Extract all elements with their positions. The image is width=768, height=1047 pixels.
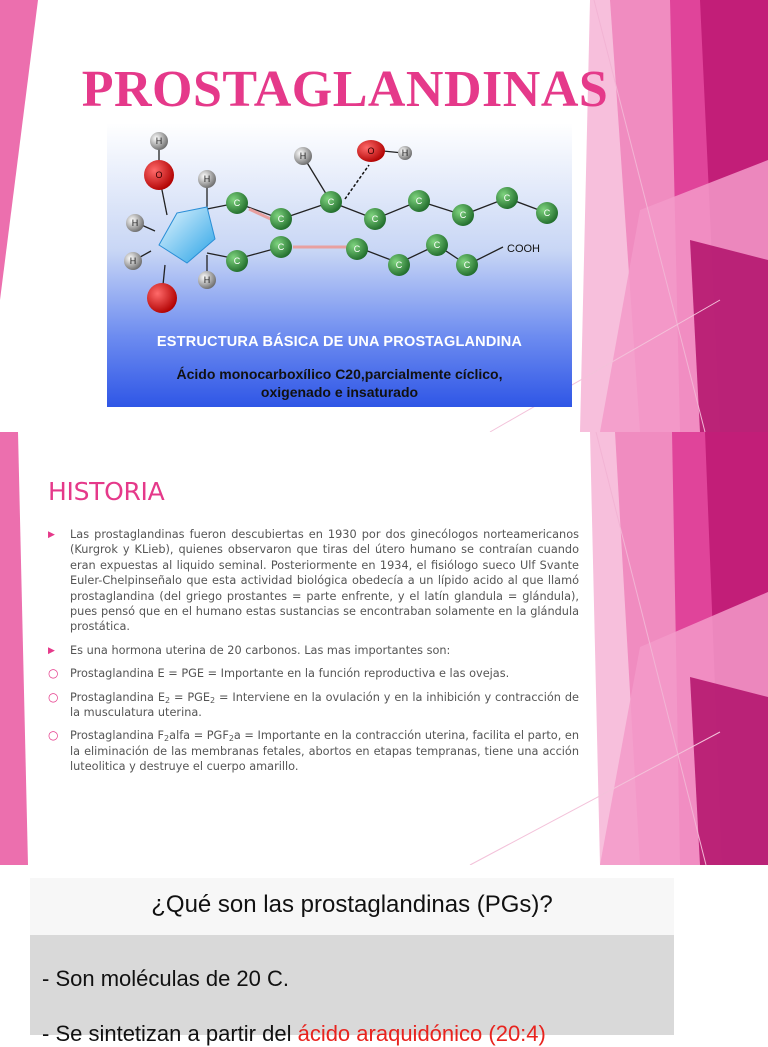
historia-list [48,527,579,783]
prostaglandin-structure-figure [107,123,572,407]
svg-text:H: H [299,151,307,161]
svg-text:C: C [371,214,379,224]
slide-3 [0,865,768,1046]
figure-caption-line1: Ácido monocarboxílico C20,parcialmente cíclico, [176,366,503,382]
svg-text:H: H [129,256,137,266]
list-item [48,527,579,635]
triangle-bullet-icon: ▶ [48,530,55,540]
svg-text:C: C [503,193,511,203]
circle-bullet-icon: ○ [48,689,59,704]
svg-text:C: C [459,210,467,220]
list-item [48,643,579,658]
svg-text:O: O [367,146,375,156]
svg-text:H: H [131,218,139,228]
point-1: - Son moléculas de 20 C. [42,966,290,991]
svg-text:H: H [401,148,409,158]
svg-text:C: C [327,197,335,207]
list-item-text: Prostaglandina E = PGE = Importante en la función reproductiva e las ovejas. [70,667,510,681]
list-item [48,728,579,774]
svg-text:C: C [277,214,285,224]
point-2: - Se sintetizan a partir del ácido araquidónico (20:4) [42,1021,546,1046]
triangle-bullet-icon: ▶ [48,645,55,656]
svg-text:C: C [395,260,403,270]
slide-title: PROSTAGLANDINAS [81,61,609,118]
molecule-diagram [107,123,572,407]
question-card [30,878,674,1046]
svg-text:H: H [203,174,211,184]
list-item-text: Las prostaglandinas fueron descubiertas en 1930 por dos ginecólogos norteamericanos (Kurgrok y KLieb), quienes observaron que tiras del útero humano se contraían cuando eran expuestas al liquido seminal. Posteriormente en 1934, el fisiólogo sueco Ulf Svante Euler-Chelpinseñalo que esta actividad biológica obedecía a un lípido acido al que llamó prostaglandina (del griego prostantes = parte enfrente, y el latín glandula = glándula), pues pensó que en el humano estas sustancias se encontraban solamente en la glándula prostática. [70,528,579,634]
list-item [48,666,579,681]
svg-text:C: C [463,260,471,270]
figure-caption-line2: oxigenado e insaturado [260,384,419,400]
section-heading: HISTORIA [48,477,165,506]
slide-2 [0,432,768,865]
list-item-text: Prostaglandina $F_2alfa = PGF_2a$ = Importante en la contracción uterina, facilita el parto, en la eliminación de las membranas fetales, abortos en etapas tempranas, tiene una acción luteolitica y destruye el cuerpo amarillo. [70,729,580,774]
svg-text:C: C [277,242,285,252]
svg-text:O: O [155,170,163,180]
svg-text:C: C [415,196,423,206]
slide-1 [0,0,768,432]
list-item-text: Es una hormona uterina de 20 carbonos. Las mas importantes son: [70,643,451,657]
question-title: ¿Qué son las prostaglandinas (PGs)? [151,891,553,918]
svg-text:C: C [433,240,441,250]
circle-bullet-icon: ○ [48,728,59,743]
cooh-label: COOH [507,243,540,255]
svg-text:H: H [203,275,211,285]
figure-caption-title: ESTRUCTURA BÁSICA DE UNA PROSTAGLANDINA [156,334,523,350]
list-item-text: Prostaglandina $E_2 = PGE_2$ = Interviene en la ovulación y en la inhibición y contracción de la musculatura uterina. [70,690,579,720]
list-item [48,690,579,721]
svg-text:C: C [543,208,551,218]
svg-text:C: C [233,256,241,266]
svg-text:C: C [353,244,361,254]
svg-text:C: C [233,198,241,208]
circle-bullet-icon: ○ [48,666,59,681]
svg-text:H: H [155,136,163,146]
